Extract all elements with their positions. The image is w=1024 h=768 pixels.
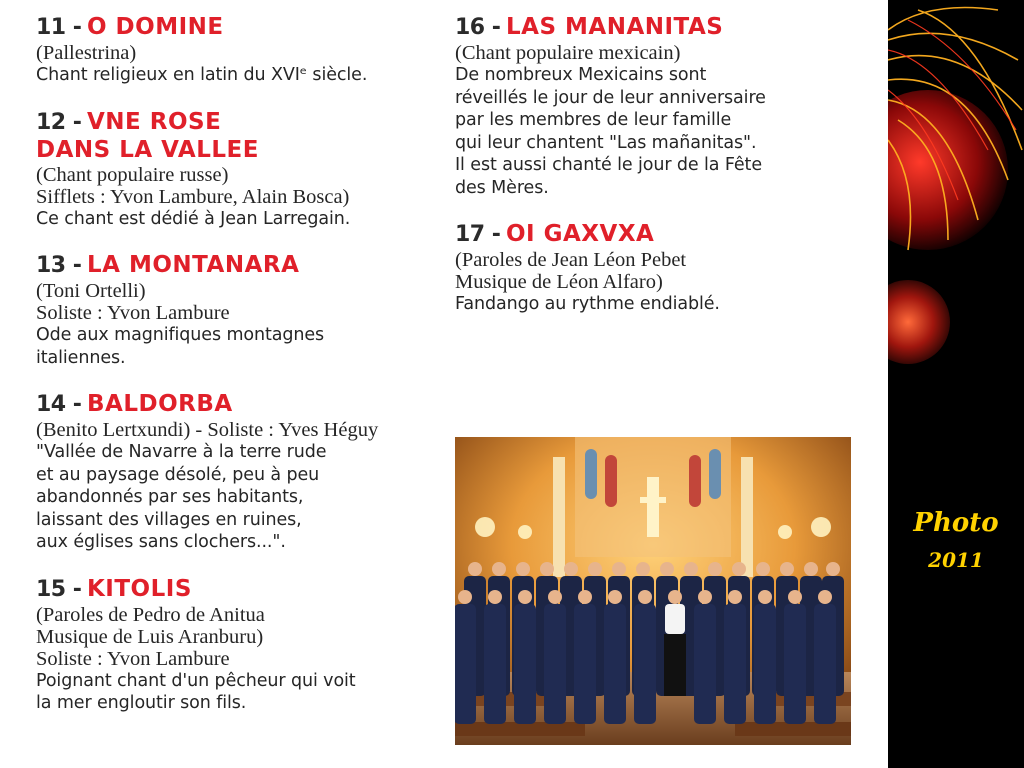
- song-title: LAS MANANITAS: [505, 14, 724, 40]
- song-description: qui leur chantent "Las mañanitas".: [455, 132, 757, 153]
- singer-head: [518, 590, 532, 604]
- singer-head: [728, 590, 742, 604]
- song-number: 16 -: [455, 15, 501, 40]
- singer-head: [638, 590, 652, 604]
- song-credit: (Toni Ortelli): [36, 280, 146, 302]
- singer-head: [636, 562, 650, 576]
- song-heading: [36, 391, 436, 419]
- singer-body: [724, 604, 746, 724]
- song-entry: [36, 252, 436, 369]
- singer-head: [660, 562, 674, 576]
- song-description: par les membres de leur famille: [455, 110, 732, 130]
- singer-head: [758, 590, 772, 604]
- song-credit: (Chant populaire russe): [36, 163, 229, 186]
- singer-body: [484, 604, 506, 724]
- song-credit: Soliste : Yvon Lambure: [36, 302, 230, 324]
- singer-body: [574, 604, 596, 724]
- song-heading: [36, 14, 436, 42]
- song-description: la mer engloutir son fils.: [36, 693, 247, 713]
- song-description: De nombreux Mexicains sont: [455, 65, 707, 85]
- singer-head: [732, 562, 746, 576]
- song-heading: [455, 14, 875, 42]
- decorative-sidebar: [888, 0, 1024, 768]
- singer-body: [754, 604, 776, 724]
- song-title: O DOMINE: [86, 14, 224, 40]
- singer-head: [708, 562, 722, 576]
- song-title: LA MONTANARA: [86, 252, 300, 278]
- song-number: 14 -: [36, 392, 82, 417]
- song-number: 11 -: [36, 15, 82, 40]
- song-title: BALDORBA: [86, 391, 233, 417]
- song-entry: [36, 109, 436, 231]
- song-credit: (Paroles de Jean Léon Pebet: [455, 249, 687, 271]
- song-entry: [36, 391, 436, 554]
- song-entry: [36, 576, 436, 715]
- singer-head: [458, 590, 472, 604]
- song-heading: [36, 252, 436, 280]
- singer-head: [608, 590, 622, 604]
- song-description: des Mères.: [455, 177, 549, 198]
- song-number: 15 -: [36, 576, 82, 602]
- song-credit: (Benito Lertxundi) - Soliste : Yves Héguy: [36, 419, 379, 441]
- song-heading: [455, 221, 875, 249]
- singer-body: [514, 604, 536, 724]
- singer-head: [684, 562, 698, 576]
- song-description: abandonnés par ses habitants,: [36, 487, 304, 507]
- song-credit: Musique de Léon Alfaro): [455, 271, 663, 293]
- photo-year: 2011: [928, 548, 984, 572]
- song-credit: Soliste : Yvon Lambure: [36, 647, 230, 670]
- song-entry: [36, 14, 436, 87]
- song-description: Il est aussi chanté le jour de la Fête: [455, 155, 762, 175]
- singer-head: [578, 590, 592, 604]
- choir-photo: [455, 437, 851, 745]
- singer-body: [455, 604, 476, 724]
- song-description: "Vallée de Navarre à la terre rude: [36, 442, 327, 462]
- singer-head: [698, 590, 712, 604]
- song-description: réveillés le jour de leur anniversaire: [455, 87, 766, 108]
- soloist-skirt: [664, 634, 686, 696]
- song-title: KITOLIS: [86, 575, 192, 602]
- singer-body: [634, 604, 656, 724]
- song-credit: Musique de Luis Aranburu): [36, 625, 264, 648]
- singer-head: [564, 562, 578, 576]
- singer-head: [788, 590, 802, 604]
- singer-body: [784, 604, 806, 724]
- song-entry: [455, 14, 875, 199]
- song-description: italiennes.: [36, 347, 126, 368]
- singer-head: [548, 590, 562, 604]
- singer-head: [756, 562, 770, 576]
- singer-head: [780, 562, 794, 576]
- song-title: VNE ROSE: [86, 108, 222, 135]
- song-description: Ode aux magnifiques montagnes: [36, 325, 325, 345]
- photo-caption: Photo: [913, 508, 999, 538]
- song-title: OI GAXVXA: [505, 221, 655, 247]
- right-column: [455, 14, 875, 316]
- soloist-top: [665, 604, 685, 634]
- song-heading: [36, 109, 436, 164]
- singer-head: [468, 562, 482, 576]
- song-number: 13 -: [36, 253, 82, 278]
- song-description: laissant des villages en ruines,: [36, 509, 302, 530]
- singer-head: [612, 562, 626, 576]
- song-description: Fandango au rythme endiablé.: [455, 294, 720, 314]
- song-title-line2: DANS LA VALLEE: [36, 136, 259, 163]
- singer-body: [814, 604, 836, 724]
- song-description: aux églises sans clochers...".: [36, 532, 286, 552]
- song-description: Ce chant est dédié à Jean Larregain.: [36, 208, 351, 229]
- left-column: [36, 14, 436, 715]
- singer-body: [544, 604, 566, 724]
- singer-head: [540, 562, 554, 576]
- fireworks-decoration: [888, 0, 1024, 768]
- singer-head: [488, 590, 502, 604]
- singer-body: [694, 604, 716, 724]
- singer-body: [604, 604, 626, 724]
- singer-head: [818, 590, 832, 604]
- song-entry: [455, 221, 875, 316]
- singer-head: [804, 562, 818, 576]
- singer-head: [826, 562, 840, 576]
- song-number: 17 -: [455, 222, 501, 247]
- song-credit: (Paroles de Pedro de Anitua: [36, 603, 265, 626]
- song-credit: Sifflets : Yvon Lambure, Alain Bosca): [36, 185, 350, 208]
- singer-head: [516, 562, 530, 576]
- singer-head: [492, 562, 506, 576]
- song-credit: (Chant populaire mexicain): [455, 42, 681, 64]
- song-credit: (Pallestrina): [36, 42, 137, 64]
- singer-head: [588, 562, 602, 576]
- song-description: Poignant chant d'un pêcheur qui voit: [36, 670, 356, 691]
- song-number: 12 -: [36, 109, 82, 135]
- soloist-head: [668, 590, 682, 604]
- song-description: Chant religieux en latin du XVIᵉ siècle.: [36, 65, 368, 85]
- song-heading: [36, 576, 436, 604]
- song-description: et au paysage désolé, peu à peu: [36, 464, 320, 485]
